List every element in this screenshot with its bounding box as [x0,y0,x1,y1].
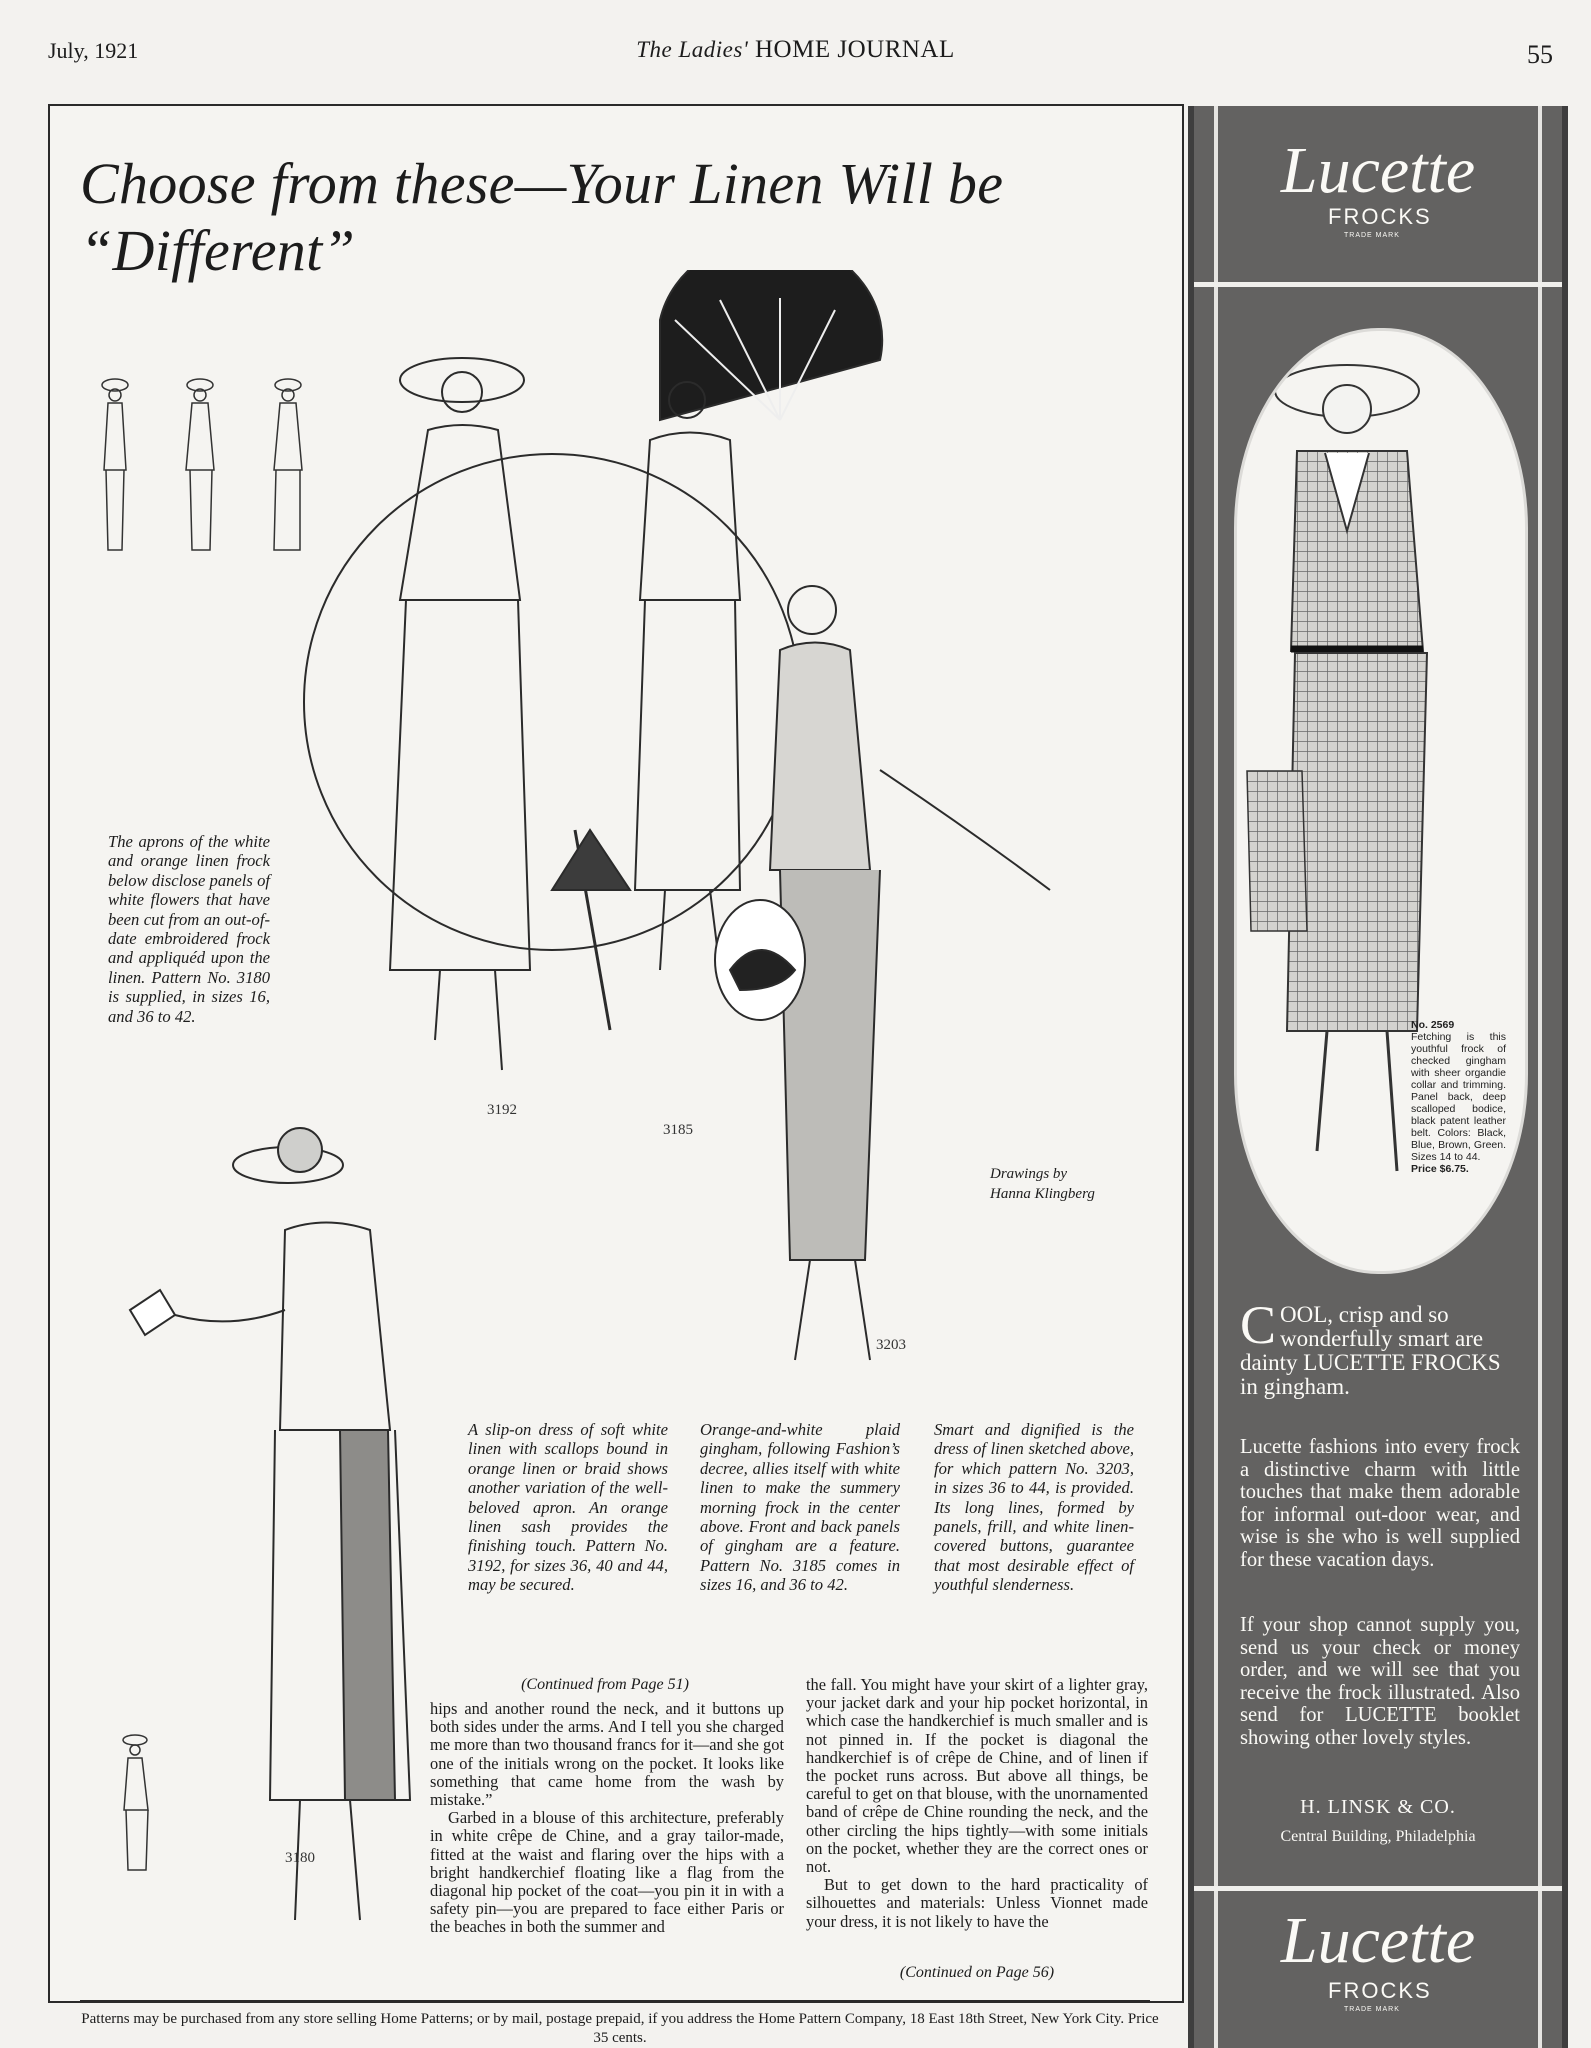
page-number: 55 [1527,40,1553,69]
issue-date: July, 1921 [48,38,139,63]
figure-3203 [715,586,1050,1360]
product-spec [1411,1019,1506,1175]
trademark-bottom: TRADE MARK [1344,2006,1400,2013]
ad-rule-bottom [1194,1886,1562,1891]
lucette-logo-top: Lucette [1280,134,1476,207]
continued-on: (Continued on Page 56) [899,1964,1055,1981]
brand-frocks-top: FROCKS [1328,204,1432,229]
product-price: Price $6.75. [1411,1163,1469,1175]
backdrop-circle [304,454,800,950]
ad-company: H. LINSK & CO. [1300,1796,1456,1818]
figure-label-3185: 3185 [663,1122,693,1138]
lucette-advertisement [1188,106,1568,2048]
ad-rule-top [1194,282,1562,287]
ad-dropcap: C [1240,1295,1277,1355]
thumbnail-3180 [123,1735,148,1870]
product-description: Fetching is this youthful frock of checked gingham with sheer organdie collar and trimming. Panel back, deep scalloped bodice, black patent leather belt. Colors: Black, Blue, Brown, Green. Sizes 14 to 44. [1411,1031,1506,1163]
figure-label-3192: 3192 [487,1102,517,1118]
caption-3192: A slip-on dress of soft white linen with scallops bound in orange linen or braid shows another variation of the well-beloved apron. An orange linen sash provides the finishing touch. Pattern No. 3192, for sizes 36, 40 and 44, may be secured. [468,1420,668,1595]
magazine-title [0,36,1591,64]
figure-label-3203: 3203 [876,1337,906,1353]
ad-paragraph-1: Lucette fashions into every frock a distinctive charm with little touches that make them adorable for informal out-door wear, and wise is she who is well supplied for these vacation days. [1240,1436,1520,1571]
illustration-credit [990,1164,1095,1204]
ad-address: Central Building, Philadelphia [1280,1828,1476,1845]
caption-3203: Smart and dignified is the dress of linen sketched above, for which pattern No. 3203, in sizes 36 to 44, is provided. Its long lines, formed by panels, frill, and white linen-covered buttons, guarantee that most desirable effect of youthful slenderness. [934,1420,1134,1595]
credit-line-2: Hanna Klingberg [990,1186,1095,1202]
figure-3180 [130,1128,410,1920]
ad-lead-text: OOL, crisp and so wonderfully smart are dainty LUCETTE FROCKS in gingham. [1240,1302,1501,1399]
product-number: No. 2569 [1411,1019,1455,1031]
magazine-title-script: The Ladies' [636,37,749,62]
caption-3185: Orange-and-white plaid gingham, following Fashion’s decree, allies itself with white linen to make the summery morning frock in the center above. Front and back panels of gingham are a feature. Pattern No. 3185 comes in sizes 16, and 36 to 42. [700,1420,900,1595]
continued-from: (Continued from Page 51) [521,1676,689,1693]
figure-3192 [390,358,530,1070]
brand-frocks-bottom: FROCKS [1328,1978,1432,2003]
magazine-title-caps: HOME JOURNAL [755,36,955,63]
pattern-footer: Patterns may be purchased from any store selling Home Patterns; or by mail, postage prepaid, if you address the Home Pattern Company, 18 East 18th Street, New York City. Price 35 cents. [81,2011,1159,2046]
figure-label-3180: 3180 [285,1850,315,1866]
article-headline: Choose from these—Your Linen Will be “Different” [80,151,1004,283]
body-col2-paragraph-1: the fall. You might have your skirt of a lighter gray, your jacket dark and your hip pocket horizontal, in which case the handkerchief is much smaller and is not pinned in. If the pocket is diagonal the handkerchief is of crêpe de Chine, and of linen if the pocket runs across. But above all things, be careful to get on that blouse, with the unornamented band of crêpe de Chine rounding the neck, and the other circling the hips tightly—with some initials on the pocket, whether they are the correct ones or not. [806,1675,1148,1877]
body-col1-paragraph-2: Garbed in a blouse of this architecture, preferably in white crêpe de Chine, and a gray tailor-made, fitted at the waist and flaring over the hips with a bright handkerchief floating like a flag from the diagonal hip pocket of the coat—you pin it in with a safety pin—you are prepared to face either Paris or the beaches in both the summer and [430,1808,784,1937]
ad-paragraph-2: If your shop cannot supply you, send us your check or money order, and we will see that you receive the frock illustrated. Also send for LUCETTE booklet showing other lovely styles. [1240,1614,1520,1749]
credit-line-1: Drawings by [990,1166,1068,1182]
caption-3180: The aprons of the white and orange linen frock below disclose panels of white flowers that have been cut from an out-of-date embroidered frock and appliquéd upon the linen. Pattern No. 3180 is supplied, in sizes 16, and 36 to 42. [108,832,270,1026]
trademark-top: TRADE MARK [1344,232,1400,239]
body-col2-paragraph-2: But to get down to the hard practicality of silhouettes and materials: Unless Vionnet made your dress, it is not likely to have the [806,1875,1148,1931]
ad-frame-left [1214,106,1218,2048]
body-column-1 [430,1700,784,1937]
body-col1-paragraph-1: hips and another round the neck, and it buttons up both sides under the arms. And I tell you she charged me more than two thousand francs for it—and she got one of the initials wrong on the pocket. It looks like something that came home from the wash by mistake.” [430,1699,784,1810]
ad-lead-paragraph [1240,1295,1520,1399]
thumbnail-figures [102,379,302,550]
ad-frame-right [1538,106,1542,2048]
footer-rule [80,2000,1150,2001]
body-column-2 [806,1676,1148,1931]
lucette-logo-bottom: Lucette [1280,1904,1476,1977]
